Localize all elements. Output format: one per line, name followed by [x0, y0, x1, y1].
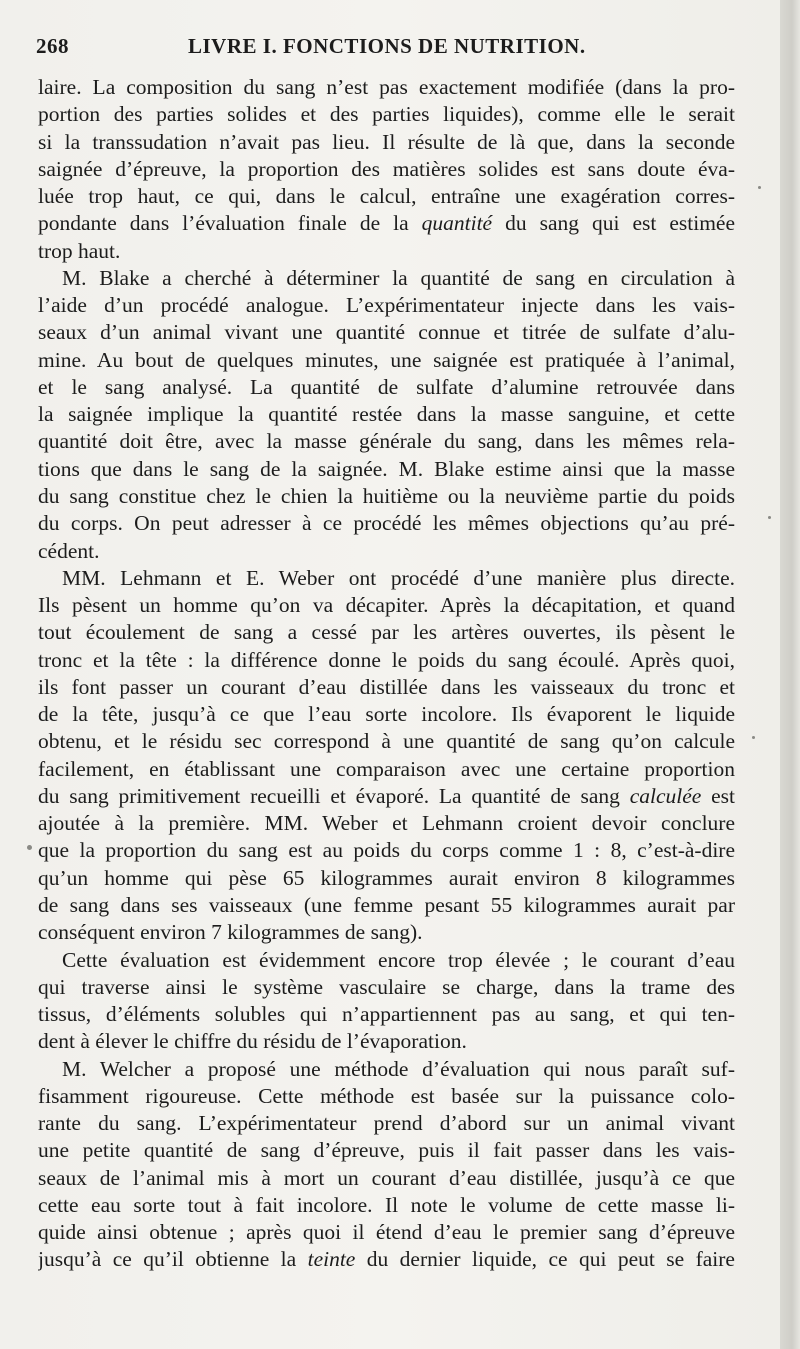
text-line: tronc et la tête : la différence donne le poids du sang écoulé. Après quoi, — [38, 647, 735, 672]
text-line: cédent. — [38, 538, 100, 563]
paper-speck — [752, 736, 755, 739]
text-line: dent à élever le chiffre du résidu de l’évaporation. — [38, 1029, 467, 1054]
text-line: de sang dans ses vaisseaux (une femme pesant 55 kilogrammes aurait par — [38, 892, 735, 917]
body-text — [38, 74, 735, 1274]
text-line: saignée d’épreuve, la proportion des matières solides est sans doute éva- — [38, 156, 735, 181]
text-line: de la tête, jusqu’à ce que l’eau sorte incolore. Ils évaporent le liquide — [38, 702, 735, 727]
text-line: tissus, d’éléments solubles qui n’appartiennent pas au sang, et qui ten- — [38, 1002, 735, 1027]
text-line: du sang primitivement recueilli et évaporé. La quantité de sang calculée est — [38, 783, 735, 808]
text-line: trop haut. — [38, 238, 121, 263]
text-line: la saignée implique la quantité restée dans la masse sanguine, et cette — [38, 402, 735, 427]
paragraph-start-line: MM. Lehmann et E. Weber ont procédé d’une manière plus directe. — [62, 565, 735, 590]
text-line: obtenu, et le résidu sec correspond à une quantité de sang qu’on calcule — [38, 729, 735, 754]
paper-speck — [768, 516, 771, 519]
text-line: Ils pèsent un homme qu’on va décapiter. Après la décapitation, et quand — [38, 593, 735, 618]
text-line: tions que dans le sang de la saignée. M. Blake estime ainsi que la masse — [38, 456, 735, 481]
italic-word: quantité — [421, 211, 493, 236]
text-line: qui traverse ainsi le système vasculaire se charge, dans la trame des — [38, 974, 735, 999]
text-line: du corps. On peut adresser à ce procédé les mêmes objections qu’au pré- — [38, 511, 735, 536]
page-number: 268 — [36, 34, 69, 58]
text-line: l’aide d’un procédé analogue. L’expérimentateur injecte dans les vais- — [38, 293, 735, 318]
page-header — [36, 34, 736, 64]
text-line: qu’un homme qui pèse 65 kilogrammes aurait environ 8 kilogrammes — [38, 865, 735, 890]
text-line: et le sang analysé. La quantité de sulfate d’alumine retrouvée dans — [38, 374, 735, 399]
text-line: laire. La composition du sang n’est pas exactement modifiée (dans la pro- — [38, 75, 735, 99]
text-line: seaux de l’animal mis à mort un courant d’eau distillée, jusqu’à ce que — [38, 1165, 735, 1190]
text-line: quide ainsi obtenue ; après quoi il étend d’eau le premier sang d’épreuve — [38, 1220, 735, 1245]
text-line: seaux d’un animal vivant une quantité connue et titrée de sulfate d’alu- — [38, 320, 735, 345]
paragraph-start-line: M. Blake a cherché à déterminer la quantité de sang en circulation à — [62, 265, 735, 290]
text-line: fisamment rigoureuse. Cette méthode est basée sur la puissance colo- — [38, 1083, 735, 1108]
running-title: LIVRE I. FONCTIONS DE NUTRITION. — [188, 34, 586, 58]
text-line: quantité doit être, avec la masse générale du sang, dans les mêmes rela- — [38, 429, 735, 454]
text-line: que la proportion du sang est au poids du corps comme 1 : 8, c’est-à-dire — [38, 838, 735, 863]
italic-word: teinte — [307, 1247, 356, 1272]
paragraph-start-line: Cette évaluation est évidemment encore trop élevée ; le courant d’eau — [62, 947, 735, 972]
page-edge — [780, 0, 800, 1349]
text-line: rante du sang. L’expérimentateur prend d’abord sur un animal vivant — [38, 1111, 735, 1136]
text-line: une petite quantité de sang d’épreuve, puis il fait passer dans les vais- — [38, 1138, 735, 1163]
text-line: cette eau sorte tout à fait incolore. Il note le volume de cette masse li- — [38, 1192, 735, 1217]
text-line: portion des parties solides et des parties liquides), comme elle le serait — [38, 102, 735, 127]
text-line: si la transsudation n’avait pas lieu. Il résulte de là que, dans la seconde — [38, 129, 735, 154]
text-line: mine. Au bout de quelques minutes, une saignée est pratiquée à l’animal, — [38, 347, 735, 372]
italic-word: calculée — [629, 783, 702, 808]
text-line: jusqu’à ce qu’il obtienne la teinte du dernier liquide, ce qui peut se faire — [38, 1247, 735, 1272]
text-line: facilement, en établissant une comparaison avec une certaine proportion — [38, 756, 735, 781]
text-line: conséquent environ 7 kilogrammes de sang). — [38, 920, 423, 945]
text-line: du sang constitue chez le chien la huitième ou la neuvième partie du poids — [38, 483, 735, 508]
text-line: ils font passer un courant d’eau distillée dans les vaisseaux du tronc et — [38, 674, 735, 699]
text-line: tout écoulement de sang a cessé par les artères ouvertes, ils pèsent le — [38, 620, 735, 645]
paper-speck — [758, 186, 761, 189]
paragraph-start-line: M. Welcher a proposé une méthode d’évaluation qui nous paraît suf- — [62, 1056, 735, 1081]
text-line: luée trop haut, ce qui, dans le calcul, entraîne une exagération corres- — [38, 184, 735, 209]
text-line: ajoutée à la première. MM. Weber et Lehmann croient devoir conclure — [38, 811, 735, 836]
paper-speck — [27, 845, 32, 850]
text-line: pondante dans l’évaluation finale de la quantité du sang qui est estimée — [38, 211, 735, 236]
